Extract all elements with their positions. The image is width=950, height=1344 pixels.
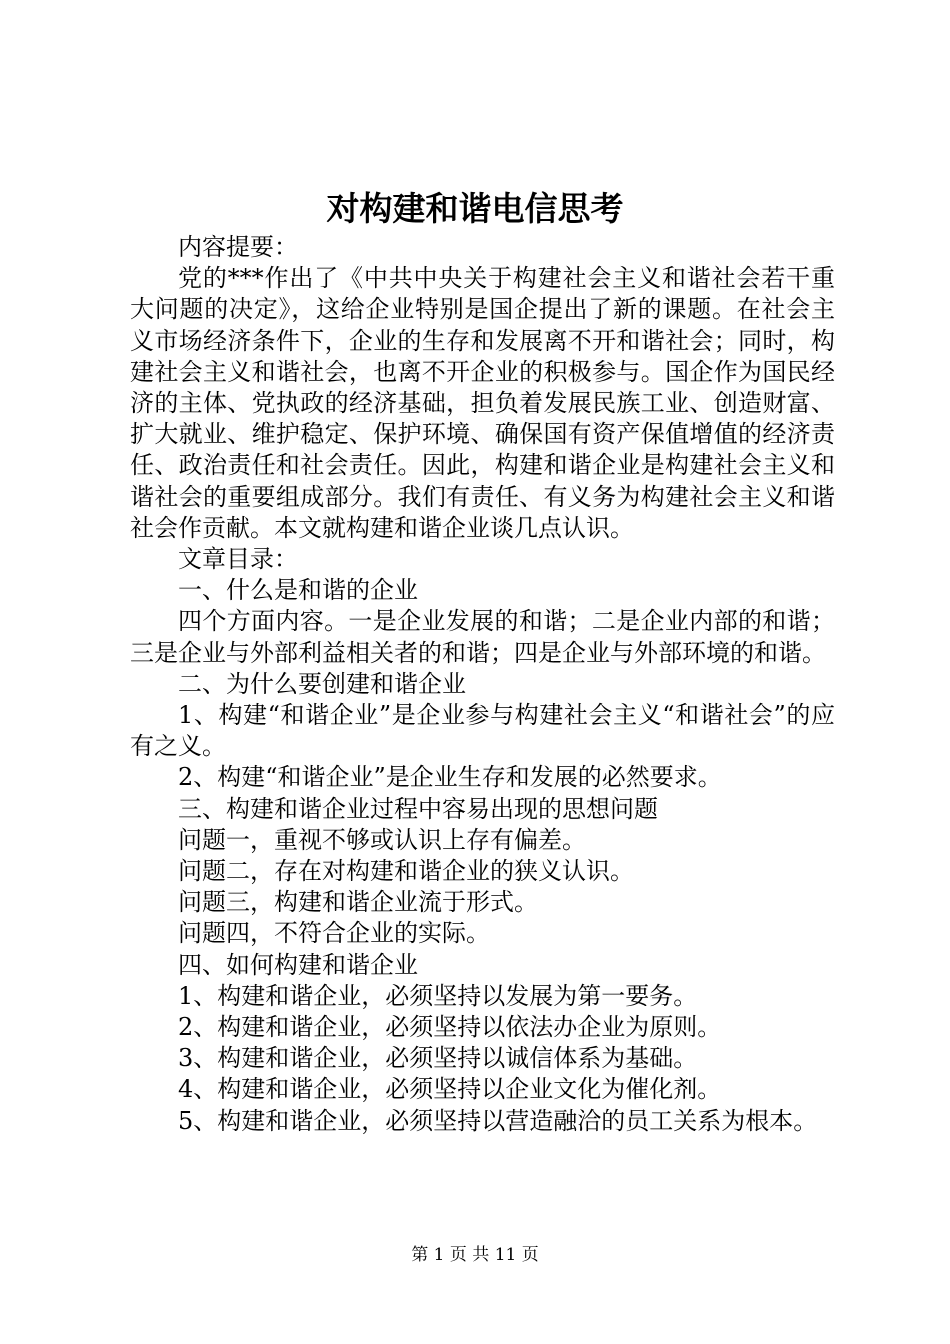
section-4-item-1: 1、构建和谐企业，必须坚持以发展为第一要务。 [178,981,698,1010]
section-heading-1: 一、什么是和谐的企业 [178,576,418,605]
section-3-item-2: 问题二，存在对构建和谐企业的狭义认识。 [178,857,634,886]
document-body [130,232,835,1137]
page-number-footer: 第 1 页 共 11 页 [411,1245,539,1265]
section-4-item-3: 3、构建和谐企业，必须坚持以诚信体系为基础。 [178,1044,698,1073]
abstract-paragraph: 党的***作出了《中共中央关于构建社会主义和谐社会若干重大问题的决定》，这给企业特别是国企提出了新的课题。在社会主义市场经济条件下，企业的生存和发展离不开和谐社会；同时，构建社会主义和谐社会，也离不开企业的积极参与。国企作为国民经济的主体、党执政的经济基础，担负着发展民族工业、创造财富、扩大就业、维护稳定、保护环境、确保国有资产保值增值的经济责任、政治责任和社会责任。因此，构建和谐企业是构建社会主义和谐社会的重要组成部分。我们有责任、有义务为构建社会主义和谐社会作贡献。本文就构建和谐企业谈几点认识。 [130,264,835,542]
section-2-item-1: 1、构建“和谐企业”是企业参与构建社会主义“和谐社会”的应有之义。 [130,701,835,761]
section-4-item-5: 5、构建和谐企业，必须坚持以营造融洽的员工关系为根本。 [178,1106,818,1135]
section-4-item-4: 4、构建和谐企业，必须坚持以企业文化为催化剂。 [178,1075,722,1104]
section-4-item-2: 2、构建和谐企业，必须坚持以依法办企业为原则。 [178,1013,722,1042]
section-3-item-1: 问题一，重视不够或认识上存有偏差。 [178,825,586,854]
document-title: 对构建和谐电信思考 [326,189,624,228]
section-heading-2: 二、为什么要创建和谐企业 [178,669,466,698]
section-3-item-3: 问题三，构建和谐企业流于形式。 [178,888,538,917]
section-3-item-4: 问题四，不符合企业的实际。 [178,919,490,948]
section-heading-3: 三、构建和谐企业过程中容易出现的思想问题 [178,794,658,823]
toc-heading: 文章目录： [178,545,298,574]
abstract-heading: 内容提要： [178,233,298,261]
section-heading-4: 四、如何构建和谐企业 [178,950,418,979]
section-1-paragraph: 四个方面内容。一是企业发展的和谐；二是企业内部的和谐；三是企业与外部利益相关者的和谐；四是企业与外部环境的和谐。 [130,607,835,667]
section-2-item-2: 2、构建“和谐企业”是企业生存和发展的必然要求。 [178,763,722,792]
